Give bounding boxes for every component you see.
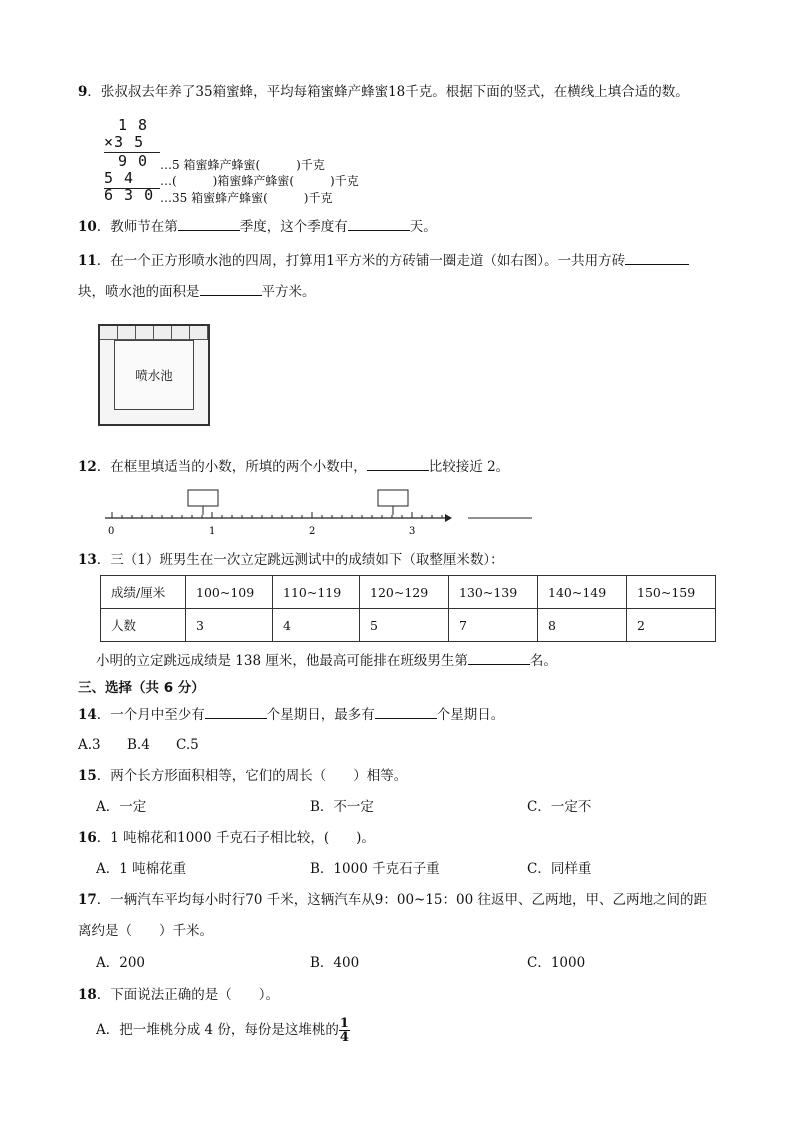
table-cell: 120~129 <box>360 576 449 609</box>
tile-row <box>100 326 208 340</box>
table-cell: 100~109 <box>186 576 273 609</box>
option-b[interactable]: B．400 <box>310 955 360 971</box>
tile <box>190 326 208 340</box>
number-line <box>100 486 540 538</box>
option-a[interactable]: A．把一堆桃分成 4 份，每份是这堆桃的 $\frac{1}{4}$ <box>96 1016 349 1045</box>
vertical-multiplication <box>104 116 434 204</box>
fountain-figure <box>98 324 210 426</box>
q17-text-line-1: 17．一辆汽车平均每小时行70 千米，这辆汽车从9：00~15：00 往返甲、乙两地，甲、乙两地之间的距 <box>78 892 707 908</box>
table-cell: 7 <box>449 609 538 642</box>
calc-note-1: …5 箱蜜蜂产蜂蜜( )千克 <box>160 158 325 172</box>
fountain-pool <box>114 340 194 410</box>
table-cell: 140~149 <box>538 576 627 609</box>
arrow-icon <box>445 514 452 522</box>
tick-label-2: 2 <box>309 526 316 537</box>
q14-text: 14．一个月中至少有 个星期日，最多有 个星期日。 <box>78 704 504 725</box>
tile <box>154 326 172 340</box>
option-c[interactable]: C．一定不 <box>527 799 592 815</box>
section-title: 三、选择（共 6 分） <box>78 680 205 696</box>
answer-blank[interactable] <box>205 704 267 719</box>
q18-text: 18．下面说法正确的是（ ）。 <box>78 987 280 1003</box>
tick-label-0: 0 <box>108 526 115 537</box>
q11-text-line-1: 11．在一个正方形喷水池的四周，打算用1平方米的方砖铺一圈走道（如右图）。一共用方砖 <box>78 250 689 271</box>
calc-row-2: ×3 5 <box>104 133 145 151</box>
option-a[interactable]: A．一定 <box>96 799 147 815</box>
q17-text-line-2: 离约是（ ）千米。 <box>78 923 213 939</box>
fraction: $\frac{1}{4}$ <box>339 1016 349 1045</box>
q13-text: 13．三（1）班男生在一次立定跳远测试中的成绩如下（取整厘米数）： <box>78 552 504 568</box>
calc-note-2: …( )箱蜜蜂产蜂蜜( )千克 <box>160 174 359 188</box>
answer-box-2[interactable] <box>378 490 408 506</box>
tile <box>100 326 118 340</box>
answer-blank[interactable] <box>625 250 689 265</box>
answer-blank[interactable] <box>367 456 429 471</box>
calc-row-1: 1 8 <box>118 116 149 134</box>
tile <box>118 326 136 340</box>
table-cell: 成绩/厘米 <box>101 576 186 609</box>
option-a[interactable]: A．200 <box>96 955 146 971</box>
option-c[interactable]: C．同样重 <box>527 861 592 877</box>
q15-text: 15．两个长方形面积相等，它们的周长（ ）相等。 <box>78 768 408 784</box>
table-cell: 4 <box>273 609 360 642</box>
answer-blank[interactable] <box>178 216 240 231</box>
option-a[interactable]: A．1 吨棉花重 <box>96 861 187 877</box>
answer-blank[interactable] <box>348 216 410 231</box>
option-a[interactable]: A.3 <box>78 737 101 753</box>
table-cell: 3 <box>186 609 273 642</box>
q12-text: 12．在框里填适当的小数，所填的两个小数中， 比较接近 2。 <box>78 456 509 477</box>
fountain-label: 喷水池 <box>135 368 173 383</box>
q10-text: 10．教师节在第 季度，这个季度有 天。 <box>78 216 437 237</box>
q11-text-line-2: 块，喷水池的面积是 平方米。 <box>78 281 316 302</box>
table-cell: 110~119 <box>273 576 360 609</box>
q13-followup: 小明的立定跳远成绩是 138 厘米，他最高可能排在班级男生第 名。 <box>96 650 557 671</box>
calc-note-3: …35 箱蜜蜂产蜂蜜( )千克 <box>160 191 333 205</box>
option-c[interactable]: C．1000 <box>527 955 586 971</box>
tile <box>172 326 190 340</box>
table-cell: 5 <box>360 609 449 642</box>
tick-label-3: 3 <box>409 526 416 537</box>
answer-blank[interactable] <box>375 704 437 719</box>
option-b[interactable]: B.4 <box>127 737 150 753</box>
q16-text: 16．1 吨棉花和1000 千克石子相比较，( )。 <box>78 830 375 846</box>
calc-row-4: 5 4 <box>104 169 135 187</box>
table-row <box>101 576 716 609</box>
table-cell: 人数 <box>101 609 186 642</box>
table-cell: 8 <box>538 609 627 642</box>
tick-label-1: 1 <box>209 526 216 537</box>
option-b[interactable]: B．不一定 <box>310 799 374 815</box>
answer-blank[interactable] <box>468 650 530 665</box>
table-cell: 150~159 <box>627 576 716 609</box>
table-cell: 2 <box>627 609 716 642</box>
option-c[interactable]: C.5 <box>176 737 199 753</box>
calc-row-5: 6 3 0 <box>104 186 155 204</box>
option-b[interactable]: B．1000 千克石子重 <box>310 861 440 877</box>
table-row <box>101 609 716 642</box>
calc-row-3: 9 0 <box>118 152 149 170</box>
table-cell: 130~139 <box>449 576 538 609</box>
score-table <box>100 575 716 642</box>
q9-text: 9．张叔叔去年养了35箱蜜蜂，平均每箱蜜蜂产蜂蜜18千克。根据下面的竖式，在横线上填合适的数。 <box>78 84 689 100</box>
tile <box>136 326 154 340</box>
answer-box-1[interactable] <box>188 490 218 506</box>
answer-blank[interactable] <box>200 281 262 296</box>
